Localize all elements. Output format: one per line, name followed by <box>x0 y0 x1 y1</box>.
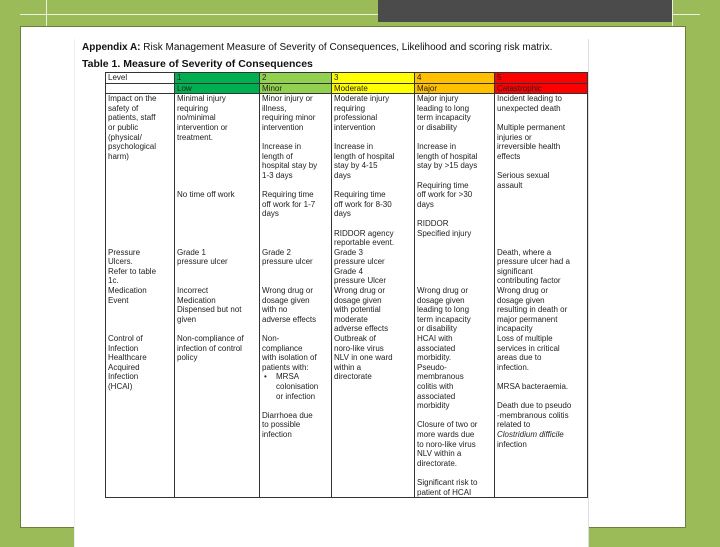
text-line: Medication <box>108 286 147 296</box>
cell-catastrophic <box>495 94 588 248</box>
text-line: intervention <box>334 122 376 132</box>
text-line: MRSA bacteraemia. <box>497 382 569 391</box>
text-line: colonisation <box>276 382 319 391</box>
text-line: Infection <box>108 372 139 382</box>
text-line: noro-like virus <box>334 343 384 353</box>
text-line: requiring minor <box>262 113 316 123</box>
text-line: assault <box>497 180 523 190</box>
line-gap <box>262 401 329 411</box>
mrsa-bullet <box>262 372 329 401</box>
catastrophic-lines <box>497 334 585 430</box>
text-line: Impact on the <box>108 94 157 104</box>
text-line: dosage given <box>334 295 382 305</box>
text-line: or disability <box>417 324 458 334</box>
text-line: HCAI with <box>417 334 453 344</box>
text-line: pressure Ulcer <box>334 276 387 286</box>
text-line: Wrong drug or <box>417 286 468 296</box>
text-line: off work for 1-7 <box>262 199 316 209</box>
text-line: patient of HCAI <box>417 487 472 497</box>
text-line: dosage given <box>417 295 465 305</box>
header-level-2: 2 <box>260 73 332 84</box>
line-gap <box>177 142 257 152</box>
text-line: contributing factor <box>497 276 561 286</box>
header-row-level <box>106 73 588 84</box>
text-line: directorate. <box>417 458 458 468</box>
header-moderate: Moderate <box>332 83 415 94</box>
text-line: Control of <box>108 334 143 344</box>
line-gap <box>177 171 257 181</box>
line-gap <box>262 133 329 143</box>
infection-text: infection <box>497 439 527 449</box>
text-line: stay by 4-15 <box>334 161 378 171</box>
line-gap <box>177 276 257 286</box>
line-gap <box>497 392 585 402</box>
cell-moderate <box>332 94 415 248</box>
text-line: NLV in one ward <box>334 353 393 363</box>
text-line: Pseudo- <box>417 362 447 372</box>
text-line: or infection <box>276 391 316 401</box>
appendix-heading <box>82 42 552 53</box>
header-minor: Minor <box>260 83 332 94</box>
text-line: Multiple permanent <box>497 122 566 132</box>
header-row-severity <box>106 83 588 94</box>
text-line: Pressure <box>108 247 141 257</box>
text-line: Non-compliance of <box>177 334 244 344</box>
text-line: Wrong drug or <box>262 286 313 296</box>
text-line: safety of <box>108 103 139 113</box>
text-line: No time off work <box>177 190 235 200</box>
text-line: given <box>177 314 197 324</box>
cell-moderate <box>332 248 415 334</box>
text-line: RIDDOR agency <box>334 228 394 238</box>
text-line: Minor injury or <box>262 94 313 104</box>
text-line: Requiring time <box>417 180 469 190</box>
line-gap <box>262 276 329 286</box>
line-gap <box>177 152 257 162</box>
text-line: adverse effects <box>334 324 389 334</box>
text-line: Death due to pseudo <box>497 401 572 411</box>
header-catastrophic: Catastrophic <box>495 83 588 94</box>
text-line: services in critical <box>497 343 560 353</box>
line-gap <box>417 248 492 258</box>
text-line: pressure ulcer <box>177 257 228 267</box>
text-line: • MRSA <box>276 372 300 382</box>
header-low: Low <box>175 83 260 94</box>
line-gap <box>417 468 492 478</box>
text-line: unexpected death <box>497 103 561 113</box>
line-gap <box>497 161 585 171</box>
text-line: Wrong drug or <box>497 286 548 296</box>
text-line: Serious sexual <box>497 170 550 180</box>
text-line: harm) <box>108 151 129 161</box>
cell-category <box>106 94 175 248</box>
text-line: off work for >30 <box>417 190 473 200</box>
text-line: Death, where a <box>497 247 552 257</box>
line-gap <box>177 267 257 277</box>
text-line: days <box>417 199 434 209</box>
text-line: length of hospital <box>334 151 395 161</box>
text-line: Significant risk to <box>417 477 478 487</box>
row-safety-harm <box>106 94 588 248</box>
text-line: Increase in <box>334 142 374 152</box>
text-line: Diarrhoea due <box>262 410 313 420</box>
text-line: Refer to table <box>108 266 157 276</box>
text-line: to noro-like virus <box>417 439 476 449</box>
header-level: Level <box>106 73 175 84</box>
header-major: Major <box>415 83 495 94</box>
cell-major <box>415 248 495 334</box>
text-line: Medication <box>177 295 216 305</box>
text-line: term incapacity <box>417 113 471 123</box>
text-line: illness, <box>262 103 287 113</box>
line-gap <box>334 133 412 143</box>
text-line: no/minimal <box>177 113 216 123</box>
text-line: intervention <box>262 122 304 132</box>
appendix-text: Risk Management Measure of Severity of Consequences, Likelihood and scoring risk matrix. <box>140 42 553 53</box>
line-gap <box>417 209 492 219</box>
text-line: with isolation of <box>262 353 317 363</box>
text-line: Increase in <box>262 142 302 152</box>
text-line: pressure ulcer had a <box>497 257 570 267</box>
text-line: requiring <box>334 103 366 113</box>
text-line: hospital stay by <box>262 161 318 171</box>
line-gap <box>417 411 492 421</box>
line-gap <box>334 181 412 191</box>
line-gap <box>417 133 492 143</box>
line-gap <box>497 372 585 382</box>
text-line: Acquired <box>108 362 140 372</box>
cell-low <box>175 248 260 334</box>
table-title: Table 1. Measure of Severity of Consequences <box>82 58 313 70</box>
line-gap <box>262 267 329 277</box>
text-line: areas due to <box>497 353 542 363</box>
text-line: associated <box>417 391 456 401</box>
header-level-1: 1 <box>175 73 260 84</box>
text-line: to possible <box>262 420 301 430</box>
text-line: leading to long <box>417 305 470 315</box>
text-line: infection. <box>497 362 530 372</box>
text-line: or public <box>108 122 139 132</box>
row-pressure-medication <box>106 248 588 334</box>
cell-catastrophic <box>495 334 588 498</box>
cell-minor <box>260 94 332 248</box>
text-line: Major injury <box>417 94 459 104</box>
text-line: Event <box>108 295 129 305</box>
text-line: intervention or <box>177 122 228 132</box>
text-line: associated <box>417 343 456 353</box>
text-line: effects <box>497 151 521 161</box>
text-line: Grade 1 <box>177 247 206 257</box>
text-line: Grade 3 <box>334 247 363 257</box>
text-line: Wrong drug or <box>334 286 385 296</box>
text-line: 1-3 days <box>262 170 293 180</box>
text-line: directorate <box>334 372 372 382</box>
slide-canvas <box>20 26 686 528</box>
text-line: professional <box>334 113 378 123</box>
text-line: Incorrect <box>177 286 209 296</box>
text-line: NLV within a <box>417 449 462 459</box>
text-line: days <box>334 209 351 219</box>
text-line: within a <box>334 362 362 372</box>
text-line: days <box>262 209 279 219</box>
clostridium-text: Clostridium difficile <box>497 429 564 439</box>
text-line: term incapacity <box>417 314 471 324</box>
text-line: significant <box>497 266 533 276</box>
cell-category <box>106 334 175 498</box>
scanned-document <box>74 39 589 547</box>
text-line: Ulcers. <box>108 257 133 267</box>
severity-table <box>105 72 588 498</box>
header-level-3: 3 <box>332 73 415 84</box>
text-line: Grade 4 <box>334 266 363 276</box>
text-line: length of hospital <box>417 151 478 161</box>
header-level-4: 4 <box>415 73 495 84</box>
line-gap <box>417 257 492 267</box>
text-line: (physical/ <box>108 132 142 142</box>
text-line: stay by >15 days <box>417 161 478 171</box>
text-line: with potential <box>334 305 381 315</box>
header-level-5: 5 <box>495 73 588 84</box>
text-line: requiring <box>177 103 209 113</box>
text-line: pressure ulcer <box>334 257 385 267</box>
text-line: length of <box>262 151 293 161</box>
cell-minor <box>260 248 332 334</box>
text-line: or disability <box>417 122 458 132</box>
text-line: days <box>334 170 351 180</box>
line-gap <box>334 219 412 229</box>
text-line: Closure of two or <box>417 420 478 430</box>
text-line: Non- <box>262 334 280 344</box>
text-line: Requiring time <box>334 190 386 200</box>
text-line: pressure ulcer <box>262 257 313 267</box>
text-line: infection of control <box>177 343 242 353</box>
text-line: off work for 8-30 <box>334 199 392 209</box>
cell-major <box>415 334 495 498</box>
text-line: colitis with <box>417 382 454 391</box>
text-line: infection <box>262 429 292 439</box>
minor-intro <box>262 334 329 372</box>
text-line: policy <box>177 353 198 363</box>
text-line: dosage given <box>262 295 310 305</box>
text-line: morbidity. <box>417 353 452 363</box>
line-gap <box>497 113 585 123</box>
line-gap <box>417 276 492 286</box>
cell-catastrophic <box>495 248 588 334</box>
text-line: leading to long <box>417 103 470 113</box>
text-line: more wards due <box>417 429 475 439</box>
text-line: irreversible health <box>497 142 561 152</box>
text-line: major permanent <box>497 314 558 324</box>
cell-category <box>106 248 175 334</box>
text-line: Grade 2 <box>262 247 291 257</box>
text-line: Loss of multiple <box>497 334 553 344</box>
cell-low <box>175 94 260 248</box>
row-infection-control <box>106 334 588 498</box>
text-line: morbidity <box>417 401 450 411</box>
text-line: dosage given <box>497 295 545 305</box>
text-line: Incident leading to <box>497 94 562 104</box>
text-line: patients with: <box>262 362 309 372</box>
line-gap <box>417 171 492 181</box>
cell-low <box>175 334 260 498</box>
cell-minor <box>260 334 332 498</box>
text-line: incapacity <box>497 324 533 334</box>
text-line: Moderate injury <box>334 94 390 104</box>
text-line: with no <box>262 305 288 315</box>
slide-accent-box <box>378 0 672 22</box>
text-line: resulting in death or <box>497 305 568 315</box>
text-line: reportable event. <box>334 238 395 248</box>
line-gap <box>417 267 492 277</box>
text-line: compliance <box>262 343 303 353</box>
appendix-label: Appendix A: <box>82 42 141 53</box>
text-line: Healthcare <box>108 353 147 363</box>
cell-moderate <box>332 334 415 498</box>
text-line: treatment. <box>177 132 214 142</box>
text-line: -membranous colitis <box>497 410 569 420</box>
text-line: related to <box>497 420 531 430</box>
text-line: Minimal injury <box>177 94 226 104</box>
text-line: Outbreak of <box>334 334 376 344</box>
text-line: Increase in <box>417 142 457 152</box>
line-gap <box>177 161 257 171</box>
text-line: (HCAI) <box>108 382 133 391</box>
cell-major <box>415 94 495 248</box>
text-line: Infection <box>108 343 139 353</box>
text-line: adverse effects <box>262 314 317 324</box>
text-line: moderate <box>334 314 368 324</box>
minor-diarrhoea <box>262 401 329 439</box>
text-line: injuries or <box>497 132 532 142</box>
line-gap <box>262 181 329 191</box>
text-line: 1c. <box>108 276 119 286</box>
text-line: psychological <box>108 142 157 152</box>
line-gap <box>177 181 257 191</box>
text-line: Requiring time <box>262 190 314 200</box>
text-line: Specified injury <box>417 228 472 238</box>
text-line: Dispensed but not <box>177 305 242 315</box>
text-line: membranous <box>417 372 464 382</box>
text-line: patients, staff <box>108 113 156 123</box>
header-blank <box>106 83 175 94</box>
text-line: RIDDOR <box>417 218 449 228</box>
